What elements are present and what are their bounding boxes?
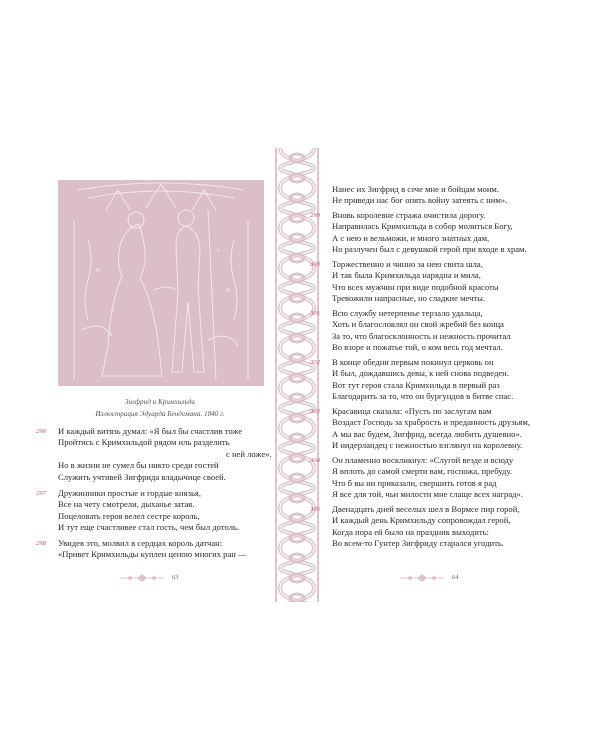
verse-line: Пройтись с Кримхильдой рядом иль разделить [58,437,230,448]
caption-credit: Иллюстрация Эдуарда Бендемана. 1840 г. [95,410,225,418]
verse-line: За то, что благосклонность и нежность прочитал [332,330,511,341]
stanza-301 [310,308,511,354]
verse-line: Благодарить за то, что он бургундов в битве спас. [332,391,514,402]
page-number: 64 [452,574,459,581]
verse-line: Тревожили напрасные, но сладкие мечты. [332,293,486,304]
verse-line: Служить учтивей Зигфрида владычице своей. [58,471,226,482]
stanza-299 [310,210,527,256]
verse-line: И так была Кримхильда нарядна и мила, [332,270,481,281]
stanza-number: 298 [36,540,46,547]
right-page-footer [400,572,520,586]
verse-line: с ней ложе». [226,448,272,459]
stanza-number: 302 [310,359,320,366]
verse-line: Вот тут героя стала Кримхильда в первый раз [332,379,500,390]
verse-line: В конце обедни первым покинул церковь он [332,357,494,367]
verse-line: Все на чету смотрели, дыханье затая. [58,499,195,510]
stanza-298-continued [332,184,507,207]
verse-line: Хоть и благословлял он свой жребий без конца [332,319,504,330]
stanza-number: 300 [310,261,320,268]
verse-line: Что б вы ни приказали, свершить готов я рад [332,477,497,488]
verse-line: Я вплоть до самой смерти вам, госпожа, пребуду. [332,466,512,477]
stanza-number: 304 [310,457,320,464]
stanza-304 [310,455,523,501]
verse-line: Красавица сказала: «Пусть по заслугам вам [332,406,492,416]
verse-line: И тут еще счастливее стал гость, чем был дотоль. [58,522,240,533]
verse-line: Воздаст Господь за храбрость и преданность друзьям, [332,417,530,428]
verse-line: Нанес их Зигфрид в сече мне и бойцам моим. [332,184,500,194]
stanza-303 [310,406,530,452]
verse-line: Что всех мужчин при виде подобной красоты [332,281,499,292]
stanza-296 [36,426,272,483]
verse-line: Но в жизни не сумел бы никто среди гостей [58,460,219,471]
stanza-number: 296 [36,428,46,435]
left-page-footer [120,572,240,586]
verse-line: Не приведи нас бог опять войну затеять с ним». [332,195,508,206]
verse-line: Когда пора ей было на праздник выходить: [332,526,489,537]
stanza-number: 299 [310,212,320,219]
verse-line: Во всем-то Гунтер Зигфриду старался угодить. [332,538,504,549]
verse-line: И был, дождавшись девы, к ней снова подведен. [332,368,509,379]
verse-line: Вновь королевне стража очистила дорогу. [332,210,486,220]
diamond-ornament-icon [400,574,444,584]
verse-line: Во взоре и пожатье той, о ком весь год мечтал. [332,342,503,353]
stanza-305 [310,504,520,550]
verse-line: И нидерландец с нежностью взглянул на королевну. [332,440,523,451]
verse-line: Всю службу нетерпенье терзало удальца, [332,308,483,318]
stanza-297 [36,488,240,534]
stanza-number: 297 [36,490,46,497]
page-number: 63 [172,574,179,581]
illustration-caption [40,396,280,420]
illustration-siegfried-kriemhild [58,180,264,386]
verse-line: Двенадцать дней веселых шел в Вормсе пир горой, [332,504,520,514]
verse-line: И каждый день Кримхильду сопровождал герой, [332,515,511,526]
verse-line: Дружинники простые и гордые князья, [58,488,201,498]
verse-line: «Привет Кримхильды куплен ценою многих ран — [58,549,247,560]
caption-title: Зигфрид и Кримхильда [124,398,196,406]
stanza-300 [310,259,499,305]
verse-line: А с нею и вельможи, и много знатных дам, [332,232,490,243]
verse-line: Торжественно и чинно за нею свита шла, [332,259,483,269]
verse-line: Увидев это, молвил в сердцах король датчан: [58,538,223,548]
stanza-number: 301 [310,310,320,317]
verse-line: Поцеловать героя велел сестре король, [58,510,200,521]
verse-line: Он пламенно воскликнул: «Слугой везде и всюду [332,455,514,465]
stanza-number: 305 [310,506,320,513]
diamond-ornament-icon [120,574,164,584]
stanza-302 [310,357,514,403]
verse-line: Направилась Кримхильда в собор молиться Богу, [332,221,513,232]
verse-line: Но разлучен был с девушкой герой при входе в храм. [332,244,527,255]
verse-line: Я все для той, чьи милости мне слаще всех наград». [332,489,523,500]
verse-line: А мы вас будем, Зигфрид, всегда любить душевно». [332,428,522,439]
verse-line: И каждый витязь думал: «Я был бы счастлив тоже [58,426,243,436]
stanza-number: 303 [310,408,320,415]
stanza-298 [36,538,247,561]
